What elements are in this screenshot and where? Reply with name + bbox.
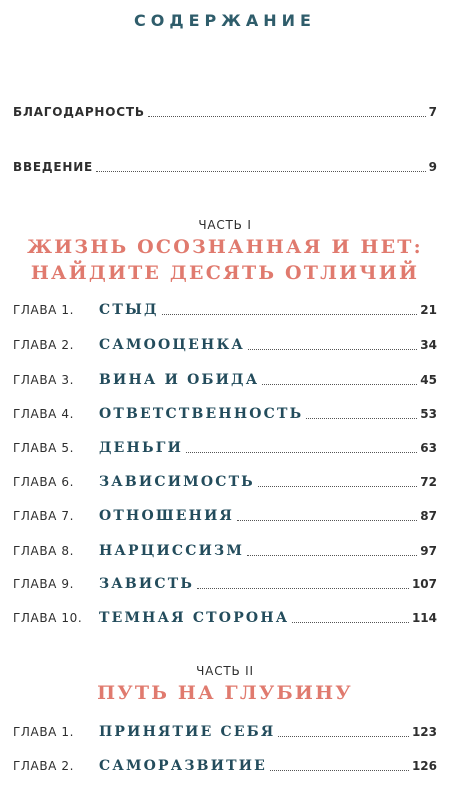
dot-leader	[148, 115, 426, 117]
dot-leader	[278, 735, 408, 737]
page-number: 63	[420, 441, 437, 455]
page-number: 7	[428, 105, 437, 119]
chapter-number: ГЛАВА 10.	[13, 611, 83, 625]
toc-entry-acknowledgements[interactable]	[13, 98, 437, 120]
toc-chapter-entry[interactable]	[13, 331, 437, 353]
dot-leader	[270, 769, 409, 771]
chapter-number: ГЛАВА 2.	[13, 338, 75, 352]
toc-chapter-entry[interactable]	[13, 400, 437, 422]
page-number: 34	[420, 338, 437, 352]
chapter-number: ГЛАВА 3.	[13, 373, 75, 387]
dot-leader	[186, 451, 417, 453]
toc-chapter-entry[interactable]	[13, 468, 437, 490]
chapter-number: ГЛАВА 4.	[13, 407, 75, 421]
toc-chapter-entry[interactable]	[13, 296, 437, 318]
dot-leader	[162, 313, 418, 315]
part-title: ПУТЬ НА ГЛУБИНУ	[97, 682, 353, 704]
part-title: НАЙДИТЕ ДЕСЯТЬ ОТЛИЧИЙ	[30, 262, 420, 284]
chapter-number: ГЛАВА 7.	[13, 509, 75, 523]
dot-leader	[237, 519, 417, 521]
dot-leader	[96, 170, 426, 172]
chapter-title: ДЕНЬГИ	[99, 440, 183, 456]
dot-leader	[247, 554, 417, 556]
chapter-number: ГЛАВА 2.	[13, 759, 75, 773]
chapter-title: ВИНА И ОБИДА	[99, 372, 260, 388]
dot-leader	[258, 485, 417, 487]
dot-leader	[262, 383, 417, 385]
page-number: 87	[420, 509, 437, 523]
chapter-title: ОТВЕТСТВЕННОСТЬ	[99, 406, 304, 422]
page-number: 123	[411, 725, 437, 739]
dot-leader	[306, 417, 417, 419]
page-number: 72	[420, 475, 437, 489]
page-number: 53	[420, 407, 437, 421]
toc-chapter-entry[interactable]	[13, 502, 437, 524]
chapter-title: САМОРАЗВИТИЕ	[99, 758, 268, 774]
toc-chapter-entry[interactable]	[13, 752, 437, 774]
chapter-title: СТЫД	[99, 302, 159, 318]
toc-chapter-entry[interactable]	[13, 366, 437, 388]
toc-entry-label: БЛАГОДАРНОСТЬ	[13, 105, 145, 119]
page-number: 45	[420, 373, 437, 387]
page-number: 9	[428, 160, 437, 174]
chapter-number: ГЛАВА 5.	[13, 441, 75, 455]
toc-chapter-entry[interactable]	[13, 604, 437, 626]
chapter-title: САМООЦЕНКА	[99, 337, 245, 353]
chapter-title: ТЕМНАЯ СТОРОНА	[99, 610, 290, 626]
dot-leader	[292, 621, 409, 623]
part-title: ЖИЗНЬ ОСОЗНАННАЯ И НЕТ:	[27, 236, 423, 258]
toc-chapter-entry[interactable]	[13, 570, 437, 592]
chapter-number: ГЛАВА 6.	[13, 475, 75, 489]
dot-leader	[197, 587, 409, 589]
chapter-title: ПРИНЯТИЕ СЕБЯ	[99, 724, 276, 740]
page-number: 126	[411, 759, 437, 773]
chapter-title: ОТНОШЕНИЯ	[99, 508, 235, 524]
page-title: СОДЕРЖАНИЕ	[134, 11, 316, 30]
chapter-number: ГЛАВА 1.	[13, 725, 75, 739]
page-number: 21	[420, 303, 437, 317]
page-number: 107	[411, 577, 437, 591]
toc-entry-introduction[interactable]	[13, 153, 437, 175]
chapter-number: ГЛАВА 1.	[13, 303, 75, 317]
chapter-title: ЗАВИСИМОСТЬ	[99, 474, 255, 490]
chapter-number: ГЛАВА 9.	[13, 577, 75, 591]
toc-entry-label: ВВЕДЕНИЕ	[13, 160, 94, 174]
toc-chapter-entry[interactable]	[13, 434, 437, 456]
dot-leader	[248, 348, 417, 350]
toc-chapter-entry[interactable]	[13, 718, 437, 740]
toc-chapter-entry[interactable]	[13, 537, 437, 559]
page-number: 114	[411, 611, 437, 625]
chapter-title: ЗАВИСТЬ	[99, 576, 195, 592]
part-label: ЧАСТЬ I	[198, 218, 252, 232]
page-number: 97	[420, 544, 437, 558]
chapter-title: НАРЦИССИЗМ	[99, 543, 245, 559]
chapter-number: ГЛАВА 8.	[13, 544, 75, 558]
part-label: ЧАСТЬ II	[196, 664, 254, 678]
